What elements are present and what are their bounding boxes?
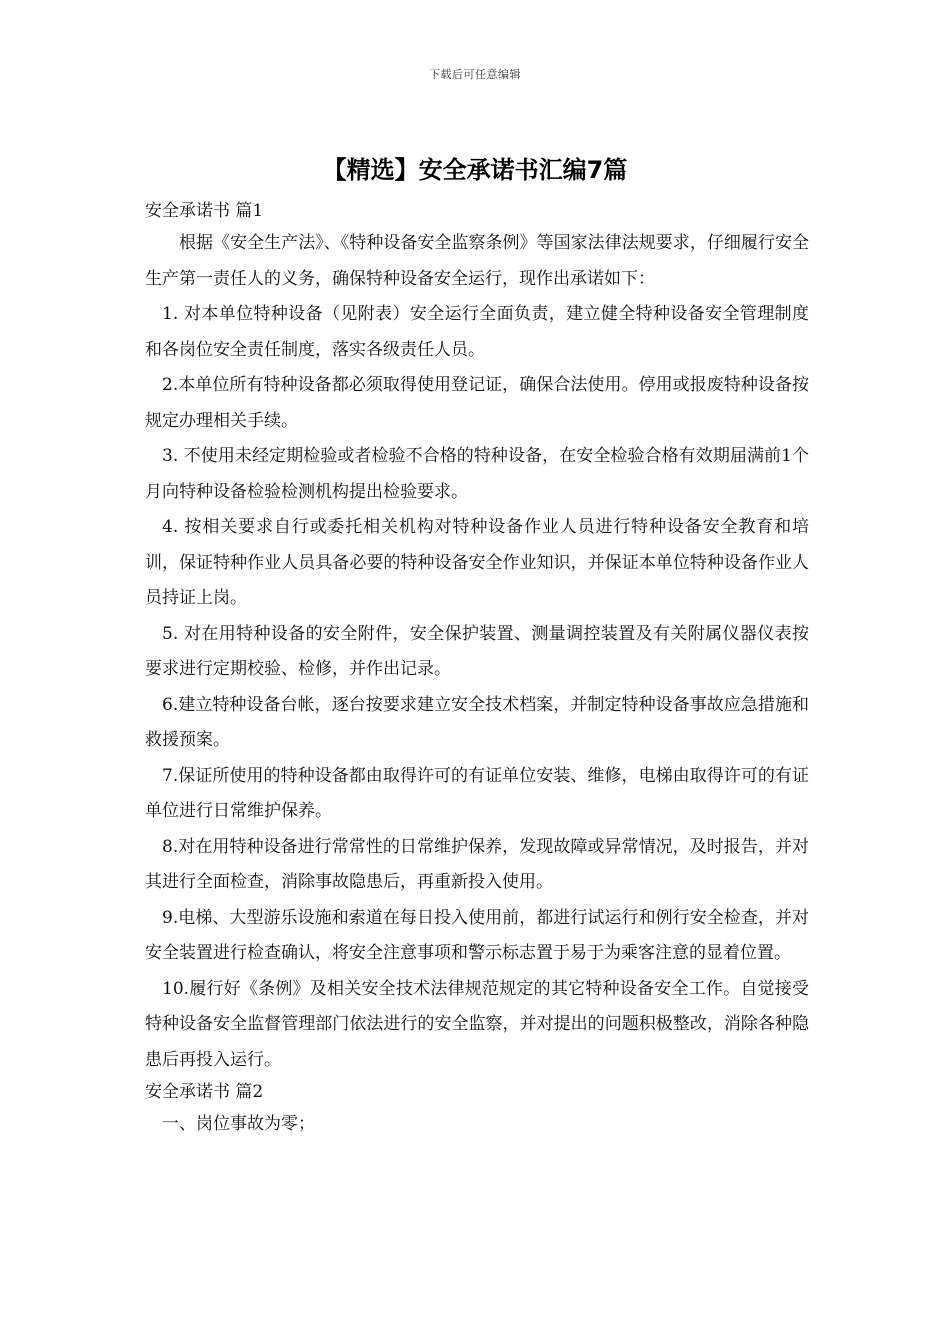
section-heading-2: 安全承诺书 篇2	[145, 1082, 264, 1102]
document-body	[145, 197, 809, 1143]
list-item: 5. 对在用特种设备的安全附件，安全保护装置、测量调控装置及有关附属仪器仪表按要求进行定期校验、检修，并作出记录。	[145, 623, 809, 679]
section-1-intro: 根据《安全生产法》、《特种设备安全监察条例》等国家法律法规要求，仔细履行安全生产第一责任人的义务，确保特种设备安全运行，现作出承诺如下：	[145, 233, 809, 289]
header-note: 下载后可任意编辑	[429, 68, 521, 81]
list-item: 9.电梯、大型游乐设施和索道在每日投入使用前，都进行试运行和例行安全检查，并对安全装置进行检查确认，将安全注意事项和警示标志置于易于为乘客注意的显着位置。	[145, 907, 809, 963]
list-item: 10.履行好《条例》及相关安全技术法律规范规定的其它特种设备安全工作。自觉接受特种设备安全监督管理部门依法进行的安全监察，并对提出的问题积极整改，消除各种隐患后再投入运行。	[145, 978, 809, 1070]
list-item: 2.本单位所有特种设备都必须取得使用登记证，确保合法使用。停用或报废特种设备按规定办理相关手续。	[145, 375, 809, 431]
section-heading-1: 安全承诺书 篇1	[145, 201, 264, 221]
list-item: 1. 对本单位特种设备（见附表）安全运行全面负责，建立健全特种设备安全管理制度和各岗位安全责任制度，落实各级责任人员。	[145, 304, 809, 360]
list-item: 7.保证所使用的特种设备都由取得许可的有证单位安装、维修，电梯由取得许可的有证单位进行日常维护保养。	[145, 765, 809, 821]
document-title: 【精选】安全承诺书汇编7篇	[322, 156, 628, 184]
list-item: 8.对在用特种设备进行常常性的日常维护保养，发现故障或异常情况，及时报告，并对其进行全面检查，消除事故隐患后，再重新投入使用。	[145, 836, 809, 892]
list-item: 一、岗位事故为零；	[162, 1114, 315, 1134]
list-item: 3. 不使用未经定期检验或者检验不合格的特种设备，在安全检验合格有效期届满前1个月向特种设备检验检测机构提出检验要求。	[145, 446, 809, 502]
list-item: 4. 按相关要求自行或委托相关机构对特种设备作业人员进行特种设备安全教育和培训，保证特种作业人员具备必要的特种设备安全作业知识，并保证本单位特种设备作业人员持证上岗。	[145, 517, 809, 608]
list-item: 6.建立特种设备台帐，逐台按要求建立安全技术档案，并制定特种设备事故应急措施和救援预案。	[145, 694, 809, 750]
